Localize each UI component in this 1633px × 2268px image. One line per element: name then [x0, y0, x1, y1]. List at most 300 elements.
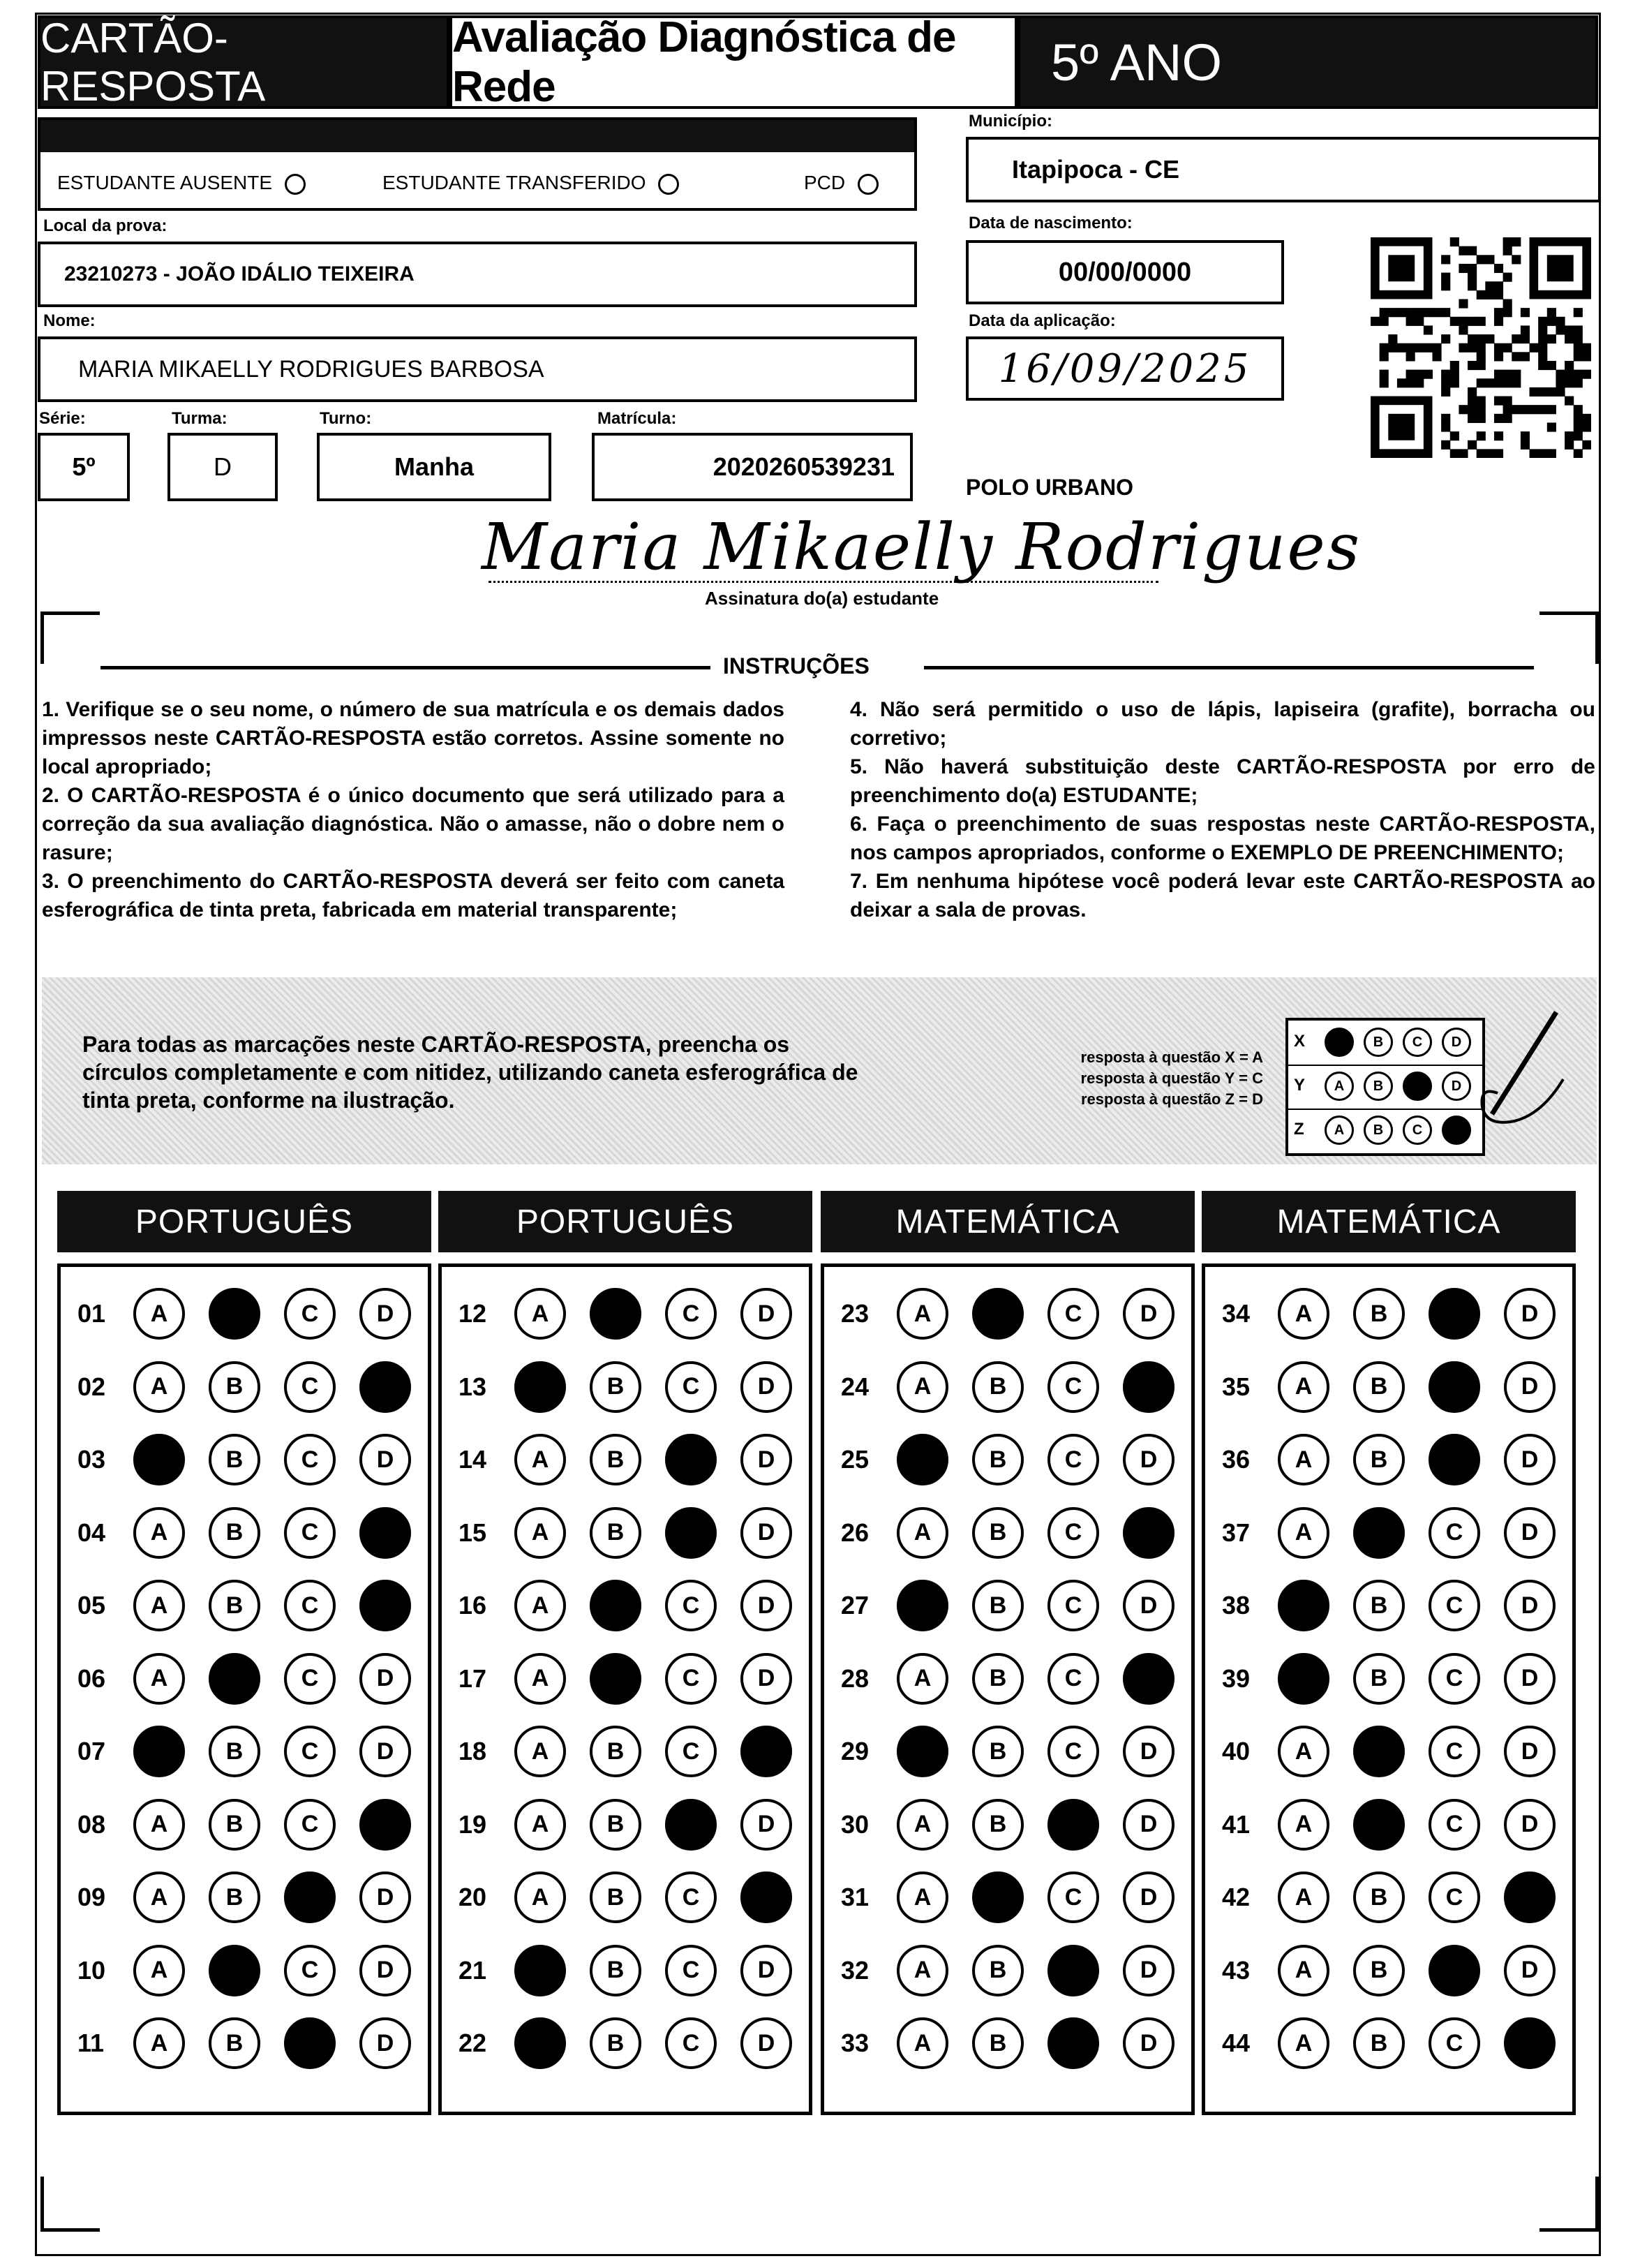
question-number: 37 [1222, 1518, 1251, 1547]
answer-bubble[interactable] [1047, 1580, 1099, 1631]
instruction-3: 3. O preenchimento do CARTÃO-RESPOSTA deverá ser feito com caneta esferográfica de tinta preta, fabricada em material transparente; [42, 870, 784, 921]
answer-bubble[interactable] [665, 1945, 717, 1996]
bubble-letter: A [1295, 1811, 1313, 1837]
bubble-letter: C [301, 1665, 319, 1691]
example-row [1288, 1109, 1482, 1152]
question-number: 05 [77, 1591, 106, 1620]
answer-bubble[interactable] [1429, 1799, 1480, 1851]
answer-bubble-filled[interactable] [1504, 2017, 1556, 2069]
answer-bubble-filled[interactable] [1353, 1726, 1405, 1777]
bubble-letter: D [376, 2029, 394, 2056]
answer-bubble[interactable] [1353, 1653, 1405, 1705]
answer-bubble[interactable] [209, 1507, 260, 1559]
instructions-left [42, 695, 784, 924]
answer-bubble-filled[interactable] [972, 1288, 1024, 1340]
answer-bubble[interactable] [209, 1726, 260, 1777]
answer-bubble[interactable] [1047, 1288, 1099, 1340]
example-bubble-letter: D [1451, 1034, 1462, 1050]
answer-bubble[interactable] [1278, 1872, 1329, 1923]
answer-bubble-filled[interactable] [1353, 1507, 1405, 1559]
question-number: 26 [841, 1518, 870, 1547]
answer-bubble[interactable] [740, 1361, 792, 1413]
answer-bubble[interactable] [284, 1653, 336, 1705]
answer-bubble-filled[interactable] [590, 1288, 641, 1340]
header-card-title: CARTÃO-RESPOSTA [38, 15, 449, 109]
bubble-letter: C [301, 1592, 319, 1619]
question-number: 19 [458, 1809, 487, 1839]
question-row [824, 1792, 1191, 1855]
answer-bubble[interactable] [740, 1580, 792, 1631]
answer-bubble-filled[interactable] [1278, 1580, 1329, 1631]
answer-bubble[interactable] [284, 1361, 336, 1413]
answer-bubble-filled[interactable] [1123, 1653, 1175, 1705]
answer-bubble[interactable] [1123, 1945, 1175, 1996]
answer-bubble-filled[interactable] [359, 1507, 411, 1559]
answer-bubble[interactable] [897, 1653, 948, 1705]
question-row [442, 1646, 809, 1709]
answer-bubble-filled[interactable] [1429, 1434, 1480, 1485]
answer-bubble[interactable] [1047, 1507, 1099, 1559]
bubble-letter: D [1140, 1811, 1158, 1837]
bubble-letter: A [1295, 1373, 1313, 1400]
question-number: 39 [1222, 1663, 1251, 1693]
answer-bubble[interactable] [1353, 1434, 1405, 1485]
answer-bubble[interactable] [1123, 1726, 1175, 1777]
answer-bubble[interactable] [359, 1288, 411, 1340]
answer-bubble[interactable] [1429, 2017, 1480, 2069]
answer-bubble[interactable] [1047, 1726, 1099, 1777]
answer-bubble-filled[interactable] [1278, 1653, 1329, 1705]
example-row-label: X [1294, 1032, 1306, 1051]
answer-bubble[interactable] [284, 1726, 336, 1777]
corner-top-left [40, 612, 100, 664]
answer-bubble-filled[interactable] [1047, 1799, 1099, 1851]
answer-bubble[interactable] [972, 2017, 1024, 2069]
answer-bubble[interactable] [514, 1799, 566, 1851]
answer-bubble[interactable] [1123, 1434, 1175, 1485]
question-number: 12 [458, 1299, 487, 1328]
answer-bubble[interactable] [972, 1653, 1024, 1705]
answer-bubble-filled[interactable] [1504, 1872, 1556, 1923]
question-number: 25 [841, 1445, 870, 1474]
answer-bubble[interactable] [133, 1361, 185, 1413]
question-row [61, 1719, 428, 1781]
answer-bubble[interactable] [665, 1653, 717, 1705]
answer-bubble[interactable] [359, 1653, 411, 1705]
answer-bubble[interactable] [284, 1288, 336, 1340]
answer-bubble[interactable] [1278, 1799, 1329, 1851]
bubble-letter: D [376, 1957, 394, 1983]
answer-bubble[interactable] [209, 1580, 260, 1631]
answer-bubble[interactable] [1504, 1653, 1556, 1705]
answer-bubble[interactable] [1123, 2017, 1175, 2069]
bubble-letter: D [1521, 1519, 1539, 1546]
municipio-label: Município: [969, 112, 1052, 131]
question-number: 34 [1222, 1299, 1251, 1328]
answer-column [821, 1263, 1195, 2115]
answer-bubble[interactable] [590, 2017, 641, 2069]
bubble-letter: B [225, 2029, 244, 2056]
example-legend [1026, 1047, 1263, 1110]
answer-bubble[interactable] [972, 1507, 1024, 1559]
answer-bubble-filled[interactable] [284, 2017, 336, 2069]
bubble-letter: D [757, 1446, 775, 1473]
answer-bubble[interactable] [1047, 1872, 1099, 1923]
answer-bubble-filled[interactable] [1429, 1361, 1480, 1413]
answer-bubble[interactable] [1047, 1434, 1099, 1485]
answer-bubble[interactable] [133, 1872, 185, 1923]
answer-bubble[interactable] [740, 2017, 792, 2069]
question-row [824, 1427, 1191, 1490]
answer-bubble[interactable] [359, 1945, 411, 1996]
answer-bubble[interactable] [1353, 2017, 1405, 2069]
nascimento-field: 00/00/0000 [966, 240, 1284, 304]
answer-bubble-filled[interactable] [1429, 1288, 1480, 1340]
answer-bubble[interactable] [897, 1799, 948, 1851]
answer-bubble[interactable] [972, 1580, 1024, 1631]
answer-bubble[interactable] [284, 1945, 336, 1996]
bubble-letter: D [1521, 1373, 1539, 1400]
answer-bubble[interactable] [284, 1434, 336, 1485]
answer-bubble[interactable] [590, 1507, 641, 1559]
answer-bubble[interactable] [972, 1726, 1024, 1777]
municipio-field: Itapipoca - CE [966, 137, 1601, 202]
answer-bubble[interactable] [1504, 1945, 1556, 1996]
answer-bubble[interactable] [1504, 1799, 1556, 1851]
answer-bubble[interactable] [209, 1799, 260, 1851]
answer-bubble[interactable] [359, 2017, 411, 2069]
aplicacao-field: 16/09/2025 [966, 336, 1284, 401]
bubble-letter: C [1064, 1300, 1082, 1327]
pcd-option[interactable] [804, 172, 879, 195]
bubble-letter: C [682, 1592, 700, 1619]
header-grade: 5º ANO [1017, 15, 1598, 109]
bubble-letter: B [989, 1519, 1007, 1546]
answer-bubble[interactable] [740, 1434, 792, 1485]
bubble-letter: A [531, 1811, 549, 1837]
answer-bubble[interactable] [590, 1361, 641, 1413]
answer-bubble-filled[interactable] [359, 1799, 411, 1851]
bubble-letter: D [757, 1592, 775, 1619]
answer-bubble[interactable] [590, 1434, 641, 1485]
answer-bubble[interactable] [1278, 1434, 1329, 1485]
bubble-letter: C [1064, 1665, 1082, 1691]
answer-bubble[interactable] [740, 1799, 792, 1851]
bubble-letter: B [1370, 1373, 1388, 1400]
absent-circle[interactable] [285, 174, 306, 195]
answer-bubble[interactable] [514, 1434, 566, 1485]
answer-bubble-filled[interactable] [514, 2017, 566, 2069]
question-number: 04 [77, 1518, 106, 1547]
answer-bubble[interactable] [897, 1361, 948, 1413]
example-row-label: Y [1294, 1076, 1306, 1095]
answer-bubble-filled[interactable] [1429, 1945, 1480, 1996]
bubble-letter: A [914, 2029, 932, 2056]
answer-bubble[interactable] [1504, 1507, 1556, 1559]
answer-bubble-filled[interactable] [359, 1580, 411, 1631]
answer-bubble[interactable] [1123, 1288, 1175, 1340]
answer-bubble[interactable] [972, 1945, 1024, 1996]
example-bubble-letter: D [1451, 1078, 1462, 1094]
question-row [442, 1719, 809, 1781]
answer-bubble-filled[interactable] [665, 1507, 717, 1559]
answer-bubble-filled[interactable] [665, 1434, 717, 1485]
answer-bubble[interactable] [133, 1799, 185, 1851]
answer-bubble-filled[interactable] [359, 1361, 411, 1413]
question-row [1205, 1427, 1572, 1490]
bubble-letter: A [531, 1665, 549, 1691]
question-number: 02 [77, 1372, 106, 1401]
bubble-letter: D [1140, 1300, 1158, 1327]
answer-bubble-filled[interactable] [590, 1580, 641, 1631]
answer-bubble[interactable] [1123, 1580, 1175, 1631]
question-row [61, 1938, 428, 2001]
answer-bubble[interactable] [590, 1945, 641, 1996]
answer-bubble[interactable] [897, 1288, 948, 1340]
instructions-right [850, 695, 1595, 924]
answer-bubble[interactable] [740, 1653, 792, 1705]
bubble-letter: D [1140, 2029, 1158, 2056]
bubble-letter: C [1064, 1592, 1082, 1619]
answer-bubble-filled[interactable] [1353, 1799, 1405, 1851]
answer-bubble[interactable] [665, 1361, 717, 1413]
bubble-letter: A [914, 1811, 932, 1837]
answer-bubble[interactable] [133, 2017, 185, 2069]
bubble-letter: B [225, 1883, 244, 1911]
bubble-letter: B [225, 1373, 244, 1400]
example-line-x: resposta à questão X = A [1080, 1048, 1263, 1066]
bubble-letter: C [1445, 1883, 1463, 1911]
answer-bubble-filled[interactable] [897, 1726, 948, 1777]
answer-bubble[interactable] [590, 1726, 641, 1777]
answer-bubble[interactable] [1353, 1872, 1405, 1923]
answer-bubble-filled[interactable] [897, 1434, 948, 1485]
answer-bubble[interactable] [1278, 1726, 1329, 1777]
answer-bubble-filled[interactable] [133, 1726, 185, 1777]
answer-bubble[interactable] [972, 1799, 1024, 1851]
question-number: 23 [841, 1299, 870, 1328]
answer-bubble[interactable] [514, 1653, 566, 1705]
bubble-letter: D [757, 1373, 775, 1400]
answer-bubble[interactable] [209, 1872, 260, 1923]
answer-bubble[interactable] [1123, 1799, 1175, 1851]
bubble-letter: D [1521, 1592, 1539, 1619]
example-bubble [1364, 1028, 1393, 1057]
turma-label: Turma: [172, 409, 228, 428]
answer-bubble[interactable] [133, 1653, 185, 1705]
question-row [1205, 1792, 1572, 1855]
answer-bubble-filled[interactable] [209, 1288, 260, 1340]
answer-bubble[interactable] [1429, 1580, 1480, 1631]
bubble-letter: D [1521, 1665, 1539, 1691]
answer-bubble[interactable] [972, 1361, 1024, 1413]
transferred-option[interactable] [382, 172, 679, 195]
answer-bubble[interactable] [665, 1872, 717, 1923]
answer-bubble[interactable] [284, 1507, 336, 1559]
answer-bubble[interactable] [665, 1288, 717, 1340]
subject-header: MATEMÁTICA [1202, 1191, 1576, 1252]
answer-bubble[interactable] [1353, 1288, 1405, 1340]
answer-bubble[interactable] [1353, 1361, 1405, 1413]
answer-bubble[interactable] [133, 1507, 185, 1559]
answer-bubble[interactable] [284, 1580, 336, 1631]
question-row [1205, 1646, 1572, 1709]
question-number: 43 [1222, 1955, 1251, 1985]
answer-bubble[interactable] [284, 1799, 336, 1851]
student-signature: Maria Mikaelly Rodrigues [482, 510, 1362, 584]
answer-bubble[interactable] [1278, 1288, 1329, 1340]
question-number: 22 [458, 2029, 487, 2057]
question-row [442, 1938, 809, 2001]
bubble-letter: B [606, 1737, 625, 1765]
question-row [824, 1281, 1191, 1344]
answer-bubble[interactable] [1353, 1945, 1405, 1996]
question-number: 03 [77, 1445, 106, 1474]
answer-bubble-filled[interactable] [740, 1726, 792, 1777]
bubble-letter: D [757, 1811, 775, 1837]
answer-bubble[interactable] [897, 1507, 948, 1559]
answer-bubble-filled[interactable] [1123, 1507, 1175, 1559]
answer-bubble[interactable] [897, 2017, 948, 2069]
example-bubble [1442, 1028, 1471, 1057]
question-number: 06 [77, 1663, 106, 1693]
corner-top-right [1539, 612, 1599, 664]
bubble-letter: C [1445, 2029, 1463, 2056]
answer-bubble[interactable] [359, 1872, 411, 1923]
answer-bubble-filled[interactable] [514, 1945, 566, 1996]
answer-bubble[interactable] [1278, 2017, 1329, 2069]
answer-column [57, 1263, 431, 2115]
answer-bubble[interactable] [1047, 1653, 1099, 1705]
answer-column [1202, 1263, 1576, 2115]
status-box-header [40, 120, 914, 152]
answer-bubble[interactable] [1504, 1580, 1556, 1631]
answer-bubble[interactable] [1504, 1288, 1556, 1340]
question-number: 38 [1222, 1591, 1251, 1620]
bubble-letter: D [376, 1737, 394, 1765]
answer-bubble-filled[interactable] [514, 1361, 566, 1413]
answer-bubble[interactable] [1047, 1361, 1099, 1413]
answer-bubble[interactable] [359, 1434, 411, 1485]
answer-bubble[interactable] [1429, 1653, 1480, 1705]
answer-bubble[interactable] [1278, 1945, 1329, 1996]
answer-bubble[interactable] [1123, 1872, 1175, 1923]
answer-bubble[interactable] [1504, 1726, 1556, 1777]
answer-bubble[interactable] [514, 1288, 566, 1340]
answer-bubble[interactable] [897, 1872, 948, 1923]
question-row [1205, 1719, 1572, 1781]
answer-bubble-filled[interactable] [133, 1434, 185, 1485]
answer-bubble[interactable] [133, 1580, 185, 1631]
pcd-circle[interactable] [858, 174, 879, 195]
bubble-letter: B [989, 1737, 1007, 1765]
answer-bubble-filled[interactable] [590, 1653, 641, 1705]
answer-bubble[interactable] [209, 2017, 260, 2069]
example-bubble-letter: C [1412, 1034, 1423, 1050]
answer-bubble-filled[interactable] [665, 1799, 717, 1851]
question-row [824, 1719, 1191, 1781]
answer-bubble[interactable] [514, 1872, 566, 1923]
answer-bubble[interactable] [665, 2017, 717, 2069]
bubble-letter: A [1295, 1519, 1313, 1546]
bubble-letter: B [1370, 1592, 1388, 1619]
answer-bubble[interactable] [1504, 1361, 1556, 1413]
bubble-letter: C [301, 1957, 319, 1983]
bubble-letter: B [606, 1883, 625, 1911]
answer-bubble[interactable] [665, 1580, 717, 1631]
answer-bubble[interactable] [133, 1945, 185, 1996]
answer-bubble-filled[interactable] [1047, 2017, 1099, 2069]
answer-bubble[interactable] [1429, 1872, 1480, 1923]
question-row [824, 1573, 1191, 1636]
bubble-letter: C [682, 2029, 700, 2056]
bubble-letter: D [376, 1883, 394, 1911]
transferred-circle[interactable] [658, 174, 679, 195]
answer-bubble-filled[interactable] [1123, 1361, 1175, 1413]
answer-bubble[interactable] [1353, 1580, 1405, 1631]
absent-label: ESTUDANTE AUSENTE [57, 172, 273, 193]
bubble-letter: D [757, 1665, 775, 1691]
answer-bubble[interactable] [590, 1799, 641, 1851]
answer-bubble[interactable] [1504, 1434, 1556, 1485]
answer-bubble[interactable] [740, 1507, 792, 1559]
answer-bubble[interactable] [1429, 1507, 1480, 1559]
answer-bubble-filled[interactable] [284, 1872, 336, 1923]
answer-bubble[interactable] [665, 1726, 717, 1777]
answer-bubble[interactable] [1278, 1361, 1329, 1413]
bubble-letter: C [682, 1373, 700, 1400]
answer-bubble[interactable] [1278, 1507, 1329, 1559]
answer-bubble-filled[interactable] [209, 1653, 260, 1705]
answer-bubble[interactable] [740, 1945, 792, 1996]
bubble-letter: B [606, 1957, 625, 1983]
answer-bubble[interactable] [897, 1945, 948, 1996]
answer-bubble[interactable] [514, 1726, 566, 1777]
answer-bubble[interactable] [359, 1726, 411, 1777]
answer-bubble[interactable] [514, 1507, 566, 1559]
answer-bubble[interactable] [590, 1872, 641, 1923]
answer-bubble-filled[interactable] [897, 1580, 948, 1631]
bubble-letter: B [989, 1592, 1007, 1619]
answer-bubble[interactable] [133, 1288, 185, 1340]
matricula-field: 2020260539231 [592, 433, 913, 501]
instruction-6: 6. Faça o preenchimento de suas respostas neste CARTÃO-RESPOSTA, nos campos apropriados, conforme o EXEMPLO DE PREENCHIMENTO; [850, 813, 1595, 864]
question-row [824, 1938, 1191, 2001]
answer-bubble[interactable] [209, 1434, 260, 1485]
bubble-letter: D [1140, 1592, 1158, 1619]
answer-bubble[interactable] [740, 1288, 792, 1340]
answer-bubble-filled[interactable] [740, 1872, 792, 1923]
bubble-letter: D [1521, 1737, 1539, 1765]
bubble-letter: B [989, 1665, 1007, 1691]
question-row [442, 1792, 809, 1855]
answer-bubble[interactable] [514, 1580, 566, 1631]
answer-bubble-filled[interactable] [209, 1945, 260, 1996]
bubble-letter: A [150, 1373, 168, 1400]
bubble-letter: A [914, 1519, 932, 1546]
bubble-letter: C [682, 1883, 700, 1911]
answer-bubble[interactable] [209, 1361, 260, 1413]
question-number: 17 [458, 1663, 487, 1693]
bubble-letter: C [682, 1957, 700, 1983]
bubble-letter: B [1370, 1446, 1388, 1473]
answer-bubble-filled[interactable] [1047, 1945, 1099, 1996]
instruction-7: 7. Em nenhuma hipótese você poderá levar este CARTÃO-RESPOSTA ao deixar a sala de provas. [850, 870, 1595, 921]
answer-bubble-filled[interactable] [972, 1872, 1024, 1923]
answer-bubble[interactable] [972, 1434, 1024, 1485]
answer-bubble[interactable] [1429, 1726, 1480, 1777]
absent-option[interactable] [57, 172, 306, 195]
